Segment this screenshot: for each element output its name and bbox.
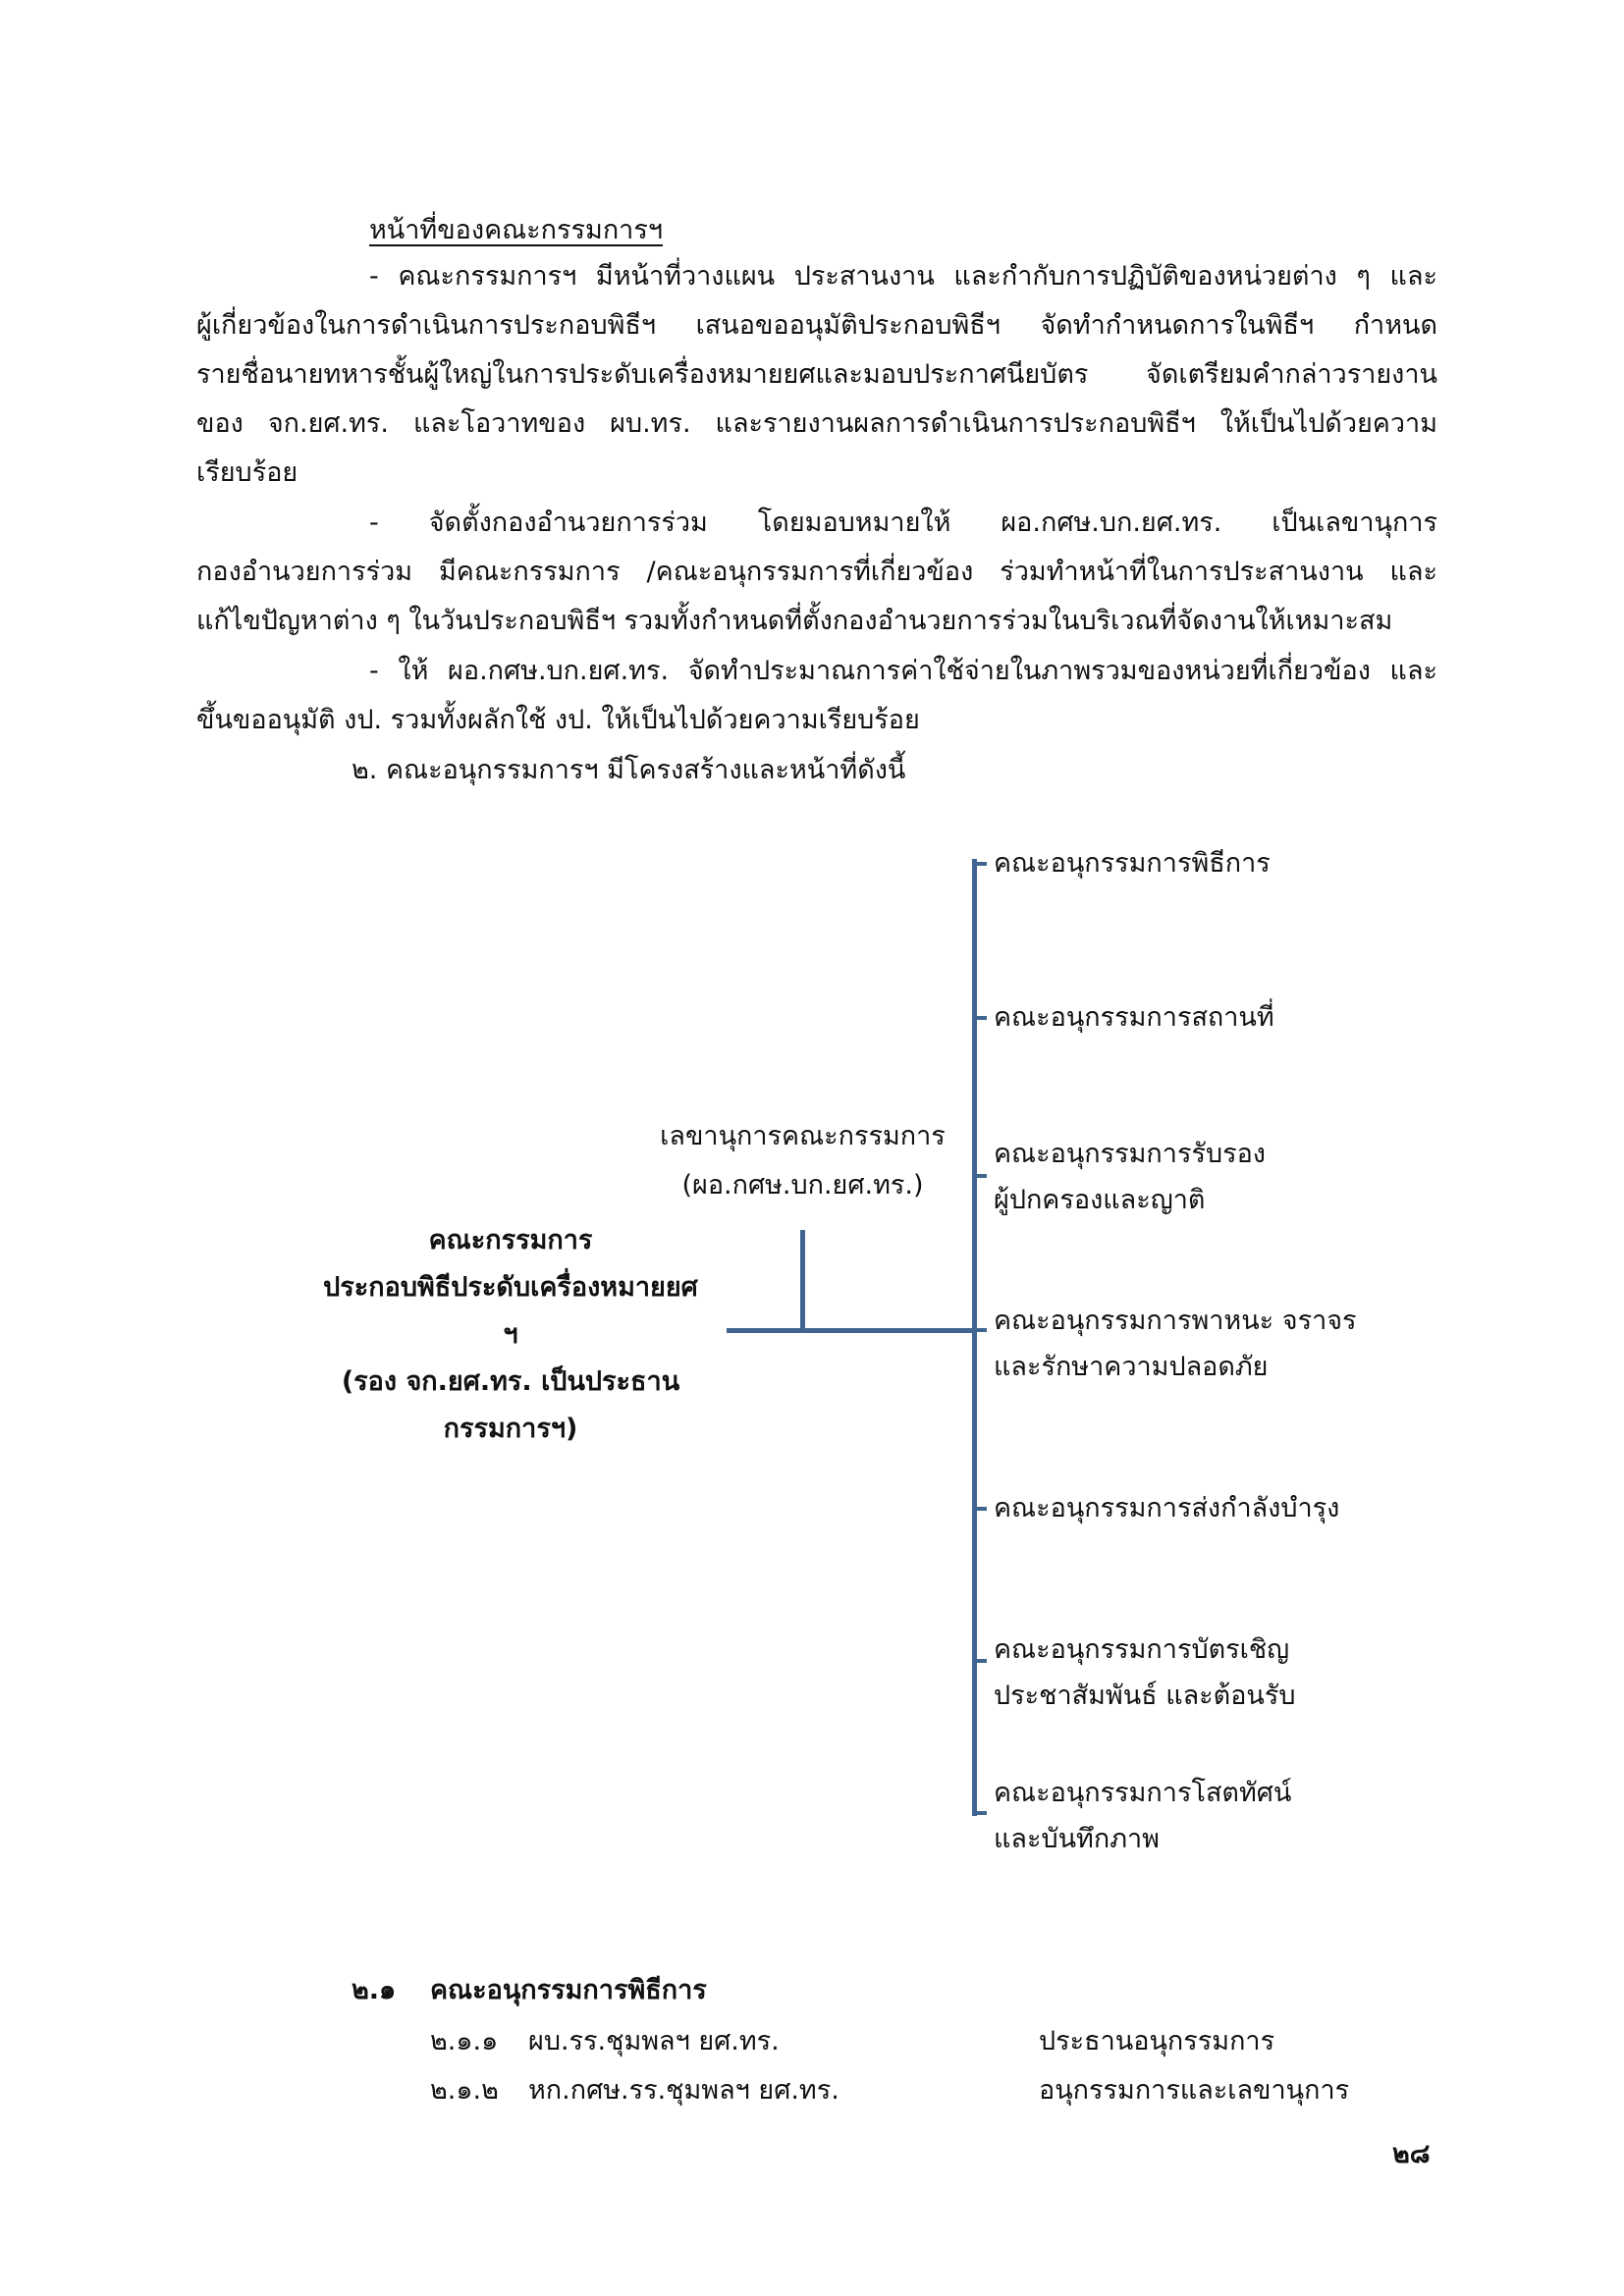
paragraph-line: กองอำนวยการร่วม มีคณะกรรมการ /คณะอนุกรรมการที่เกี่ยวข้อง ร่วมทำหน้าที่ในการประสานงาน และ xyxy=(196,557,1437,587)
subcommittee-transport xyxy=(994,1298,1357,1390)
subcommittee-line: คณะอนุกรรมการพิธีการ xyxy=(994,848,1271,879)
paragraph-line: รายชื่อนายทหารชั้นผู้ใหญ่ในการประดับเครื่องหมายยศและมอบประกาศนียบัตร จัดเตรียมคำกล่าวรายงาน xyxy=(196,359,1437,390)
subcommittee-invitation xyxy=(994,1627,1296,1719)
chart-tick xyxy=(972,1507,987,1511)
duties-paragraph-1 xyxy=(196,252,1437,498)
chart-spine-line xyxy=(972,859,977,1816)
secretary-line: (ผอ.กศษ.บก.ยศ.ทร.) xyxy=(681,1170,924,1201)
paragraph-line: ขึ้นขออนุมัติ งป. รวมทั้งผลักใช้ งป. ให้เป็นไปด้วยความเรียบร้อย xyxy=(196,705,920,735)
subcommittee-audiovisual xyxy=(994,1770,1291,1862)
main-committee-line: ประกอบพิธีประดับเครื่องหมายยศ xyxy=(323,1272,698,1303)
chart-main-connector xyxy=(727,1328,977,1333)
main-committee-line: ฯ xyxy=(503,1319,518,1350)
subcommittee-line: คณะอนุกรรมการพาหนะ จราจร xyxy=(994,1306,1357,1336)
chart-secretary-connector xyxy=(800,1230,805,1331)
subcommittee-line: คณะอนุกรรมการสถานที่ xyxy=(994,1002,1274,1033)
secretary-line: เลขานุการคณะกรรมการ xyxy=(660,1121,946,1151)
subcommittee-line: ผู้ปกครองและญาติ xyxy=(994,1185,1206,1215)
chart-tick xyxy=(972,1328,987,1332)
chart-tick xyxy=(972,1016,987,1020)
duties-paragraph-3 xyxy=(196,647,1437,745)
section-2-1-title: คณะอนุกรรมการพิธีการ xyxy=(430,1975,707,2005)
paragraph-line: - ให้ ผอ.กศษ.บก.ยศ.ทร. จัดทำประมาณการค่าใช้จ่ายในภาพรวมของหน่วยที่เกี่ยวข้อง และ xyxy=(369,656,1437,686)
subcommittee-line: คณะอนุกรรมการส่งกำลังบำรุง xyxy=(994,1493,1340,1523)
row-name: หก.กศษ.รร.ชุมพลฯ ยศ.ทร. xyxy=(528,2075,839,2106)
row-number: ๒.๑.๒ xyxy=(430,2075,499,2106)
page-number: ๒๘ xyxy=(1392,2139,1431,2169)
paragraph-line: ผู้เกี่ยวข้องในการดำเนินการประกอบพิธีฯ เสนอขออนุมัติประกอบพิธีฯ จัดทำกำหนดการในพิธีฯ กำหนด xyxy=(196,310,1437,341)
main-committee-label xyxy=(295,1217,727,1453)
paragraph-line: แก้ไขปัญหาต่าง ๆ ในวันประกอบพิธีฯ รวมทั้งกำหนดที่ตั้งกองอำนวยการร่วมในบริเวณที่จัดงานให้เหมาะสม xyxy=(196,606,1393,636)
paragraph-line: - คณะกรรมการฯ มีหน้าที่วางแผน ประสานงาน และกำกับการปฏิบัติของหน่วยต่าง ๆ และ xyxy=(369,261,1437,292)
chart-tick xyxy=(972,1811,987,1815)
subcommittee-line: คณะอนุกรรมการรับรอง xyxy=(994,1139,1266,1169)
secretary-label xyxy=(628,1112,977,1210)
duties-paragraph-2 xyxy=(196,499,1437,646)
subcommittee-line: และบันทึกภาพ xyxy=(994,1824,1160,1854)
item-2-heading: ๒. คณะอนุกรรมการฯ มีโครงสร้างและหน้าที่ดังนี้ xyxy=(352,755,906,785)
section-2-1-number: ๒.๑ xyxy=(352,1975,397,2005)
paragraph-line: เรียบร้อย xyxy=(196,457,298,488)
row-number: ๒.๑.๑ xyxy=(430,2026,499,2056)
chart-tick xyxy=(972,1659,987,1663)
main-committee-line: (รอง จก.ยศ.ทร. เป็นประธาน xyxy=(341,1366,680,1397)
paragraph-line: - จัดตั้งกองอำนวยการร่วม โดยมอบหมายให้ ผอ.กศษ.บก.ยศ.ทร. เป็นเลขานุการ xyxy=(369,507,1437,538)
duties-heading: หน้าที่ของคณะกรรมการฯ xyxy=(369,215,664,245)
paragraph-line: ของ จก.ยศ.ทร. และโอวาทของ ผบ.ทร. และรายงานผลการดำเนินการประกอบพิธีฯ ให้เป็นไปด้วยความ xyxy=(196,408,1437,439)
subcommittee-line: คณะอนุกรรมการโสตทัศน์ xyxy=(994,1778,1292,1808)
subcommittee-reception xyxy=(994,1131,1266,1223)
subcommittee-line: คณะอนุกรรมการบัตรเชิญ xyxy=(994,1634,1290,1665)
row-role: ประธานอนุกรรมการ xyxy=(1039,2026,1275,2056)
main-committee-line: กรรมการฯ) xyxy=(443,1414,578,1444)
subcommittee-ceremony xyxy=(994,840,1271,886)
subcommittee-line: และรักษาความปลอดภัย xyxy=(994,1352,1269,1382)
row-role: อนุกรรมการและเลขานุการ xyxy=(1039,2075,1350,2106)
subcommittee-venue xyxy=(994,994,1274,1041)
chart-tick xyxy=(972,862,987,866)
subcommittee-logistics xyxy=(994,1485,1339,1531)
main-committee-line: คณะกรรมการ xyxy=(428,1225,593,1255)
row-name: ผบ.รร.ชุมพลฯ ยศ.ทร. xyxy=(528,2026,780,2056)
subcommittee-line: ประชาสัมพันธ์ และต้อนรับ xyxy=(994,1681,1296,1711)
